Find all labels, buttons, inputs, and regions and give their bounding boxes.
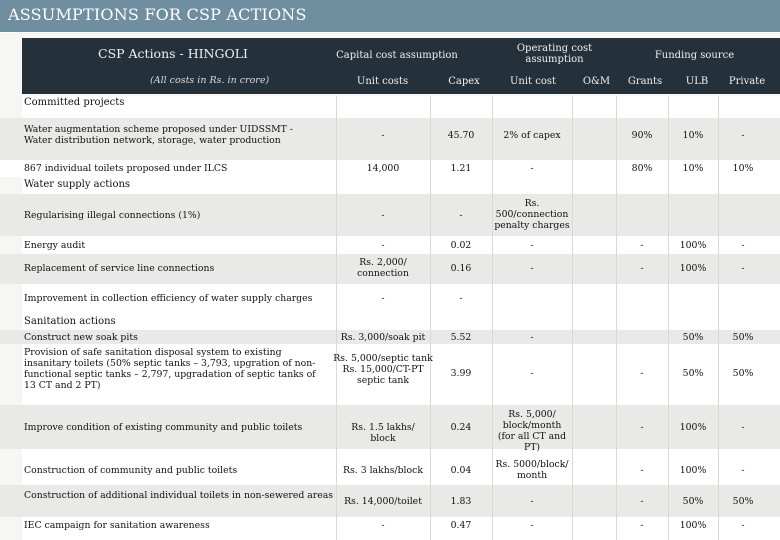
row-unit-costs: - <box>381 210 385 221</box>
row-unit-costs: Rs. 3,000/soak pit <box>340 332 426 343</box>
row-ulb: 50% <box>682 332 704 343</box>
row-private: - <box>741 465 745 476</box>
row-unit-cost: - <box>530 496 534 507</box>
row-capex: - <box>459 293 463 304</box>
row-ulb: 10% <box>682 163 704 174</box>
row-ulb: 100% <box>679 422 707 433</box>
row-grants: - <box>640 496 644 507</box>
header-om: O&M <box>582 76 611 87</box>
row-unit-cost: - <box>530 368 534 379</box>
row-grants: - <box>640 520 644 531</box>
row-private: - <box>741 263 745 274</box>
column-divider <box>572 96 573 540</box>
header-unit-costs: Unit costs <box>356 76 409 87</box>
row-unit-cost: - <box>530 520 534 531</box>
row-unit-costs: - <box>381 520 385 531</box>
row-capex: 5.52 <box>450 332 472 343</box>
column-divider <box>718 96 719 540</box>
row-capex: 3.99 <box>450 368 472 379</box>
row-grants: - <box>640 422 644 433</box>
row-private: 50% <box>732 496 754 507</box>
row-unit-cost: - <box>530 263 534 274</box>
row-action: Provision of safe sanitation disposal system to existing insanitary toilets (50% septic tanks – 3,793, upgration of non-functional septic tanks – 2,797, upgradation of septic tanks of 13 CT and 2 PT) <box>24 347 316 391</box>
row-action: Construction of community and public toilets <box>24 465 238 476</box>
row-capex: 0.02 <box>450 240 472 251</box>
row-action: Construct new soak pits <box>24 332 138 343</box>
row-unit-costs: - <box>381 293 385 304</box>
row-unit-costs: Rs. 14,000/toilet <box>344 496 422 507</box>
row-private: - <box>741 240 745 251</box>
row-capex: 0.16 <box>450 263 472 274</box>
row-grants: - <box>640 263 644 274</box>
row-grants: - <box>640 465 644 476</box>
header-grants: Grants <box>627 76 663 87</box>
column-divider <box>616 96 617 540</box>
row-unit-costs: - <box>381 240 385 251</box>
header-private: Private <box>728 76 766 87</box>
row-unit-costs: Rs. 3 lakhs/block <box>343 465 423 476</box>
row-unit-cost: - <box>530 332 534 343</box>
column-divider <box>336 96 337 540</box>
row-unit-cost: 2% of capex <box>503 130 561 141</box>
row-ulb: 50% <box>682 368 704 379</box>
row-action: Regularising illegal connections (1%) <box>24 210 201 221</box>
row-action: Improvement in collection efficiency of water supply charges <box>24 293 313 304</box>
row-private: 50% <box>732 332 754 343</box>
row-action: Replacement of service line connections <box>24 263 215 274</box>
row-action: 867 individual toilets proposed under ILCS <box>24 163 228 174</box>
row-capex: 1.83 <box>450 496 472 507</box>
row-unit-cost: Rs. 500/connection penalty charges <box>494 198 570 231</box>
row-action: Energy audit <box>24 240 86 251</box>
column-divider <box>430 96 431 540</box>
row-unit-cost: Rs. 5,000/ block/month (for all CT and PT) <box>497 409 567 453</box>
table-header <box>22 38 780 94</box>
row-ulb: 10% <box>682 130 704 141</box>
header-cost-note: (All costs in Rs. in crore) <box>150 75 270 86</box>
row-capex: 0.47 <box>450 520 472 531</box>
row-unit-cost: - <box>530 163 534 174</box>
row-private: - <box>741 520 745 531</box>
row-unit-costs: Rs. 1.5 lakhs/ block <box>351 422 415 444</box>
header-capex: Capex <box>448 76 480 87</box>
row-unit-cost: Rs. 5000/block/ month <box>495 459 569 481</box>
row-grants: 90% <box>631 130 653 141</box>
column-divider <box>492 96 493 540</box>
row-unit-costs: Rs. 2,000/ connection <box>357 257 409 279</box>
row-ulb: 100% <box>679 465 707 476</box>
row-capex: 1.21 <box>450 163 472 174</box>
title-bar <box>0 0 780 33</box>
row-unit-costs: Rs. 5,000/septic tank Rs. 15,000/CT-PT septic tank <box>333 353 433 386</box>
row-private: 10% <box>732 163 754 174</box>
row-ulb: 100% <box>679 240 707 251</box>
row-capex: 45.70 <box>447 130 475 141</box>
row-unit-costs: - <box>381 130 385 141</box>
row-unit-costs: 14,000 <box>366 163 400 174</box>
header-main-title: CSP Actions - HINGOLI <box>98 46 248 61</box>
section-sanitation: Sanitation actions <box>24 316 116 327</box>
row-grants: - <box>640 368 644 379</box>
row-capex: - <box>459 210 463 221</box>
header-unit-cost: Unit cost <box>509 76 557 87</box>
header-operating-cost: Operating cost assumption <box>516 43 593 65</box>
page-title: ASSUMPTIONS FOR CSP ACTIONS <box>8 5 307 24</box>
row-action: Improve condition of existing community and public toilets <box>24 422 303 433</box>
row-capex: 0.04 <box>450 465 472 476</box>
column-divider <box>668 96 669 540</box>
row-private: - <box>741 130 745 141</box>
row-ulb: 100% <box>679 263 707 274</box>
row-capex: 0.24 <box>450 422 472 433</box>
header-funding-source: Funding source <box>654 50 735 61</box>
header-ulb: ULB <box>685 76 709 87</box>
row-unit-cost: - <box>530 240 534 251</box>
row-private: 50% <box>732 368 754 379</box>
row-action: IEC campaign for sanitation awareness <box>24 520 210 531</box>
row-grants: 80% <box>631 163 653 174</box>
section-committed-projects: Committed projects <box>24 97 125 108</box>
row-action: Construction of additional individual toilets in non-sewered areas <box>24 490 334 501</box>
row-action: Water augmentation scheme proposed under UIDSSMT - Water distribution network, storage, water production <box>24 124 293 146</box>
section-water-supply: Water supply actions <box>24 179 131 190</box>
row-grants: - <box>640 240 644 251</box>
header-capital-cost: Capital cost assumption <box>336 50 458 61</box>
row-ulb: 50% <box>682 496 704 507</box>
row-ulb: 100% <box>679 520 707 531</box>
row-private: - <box>741 422 745 433</box>
